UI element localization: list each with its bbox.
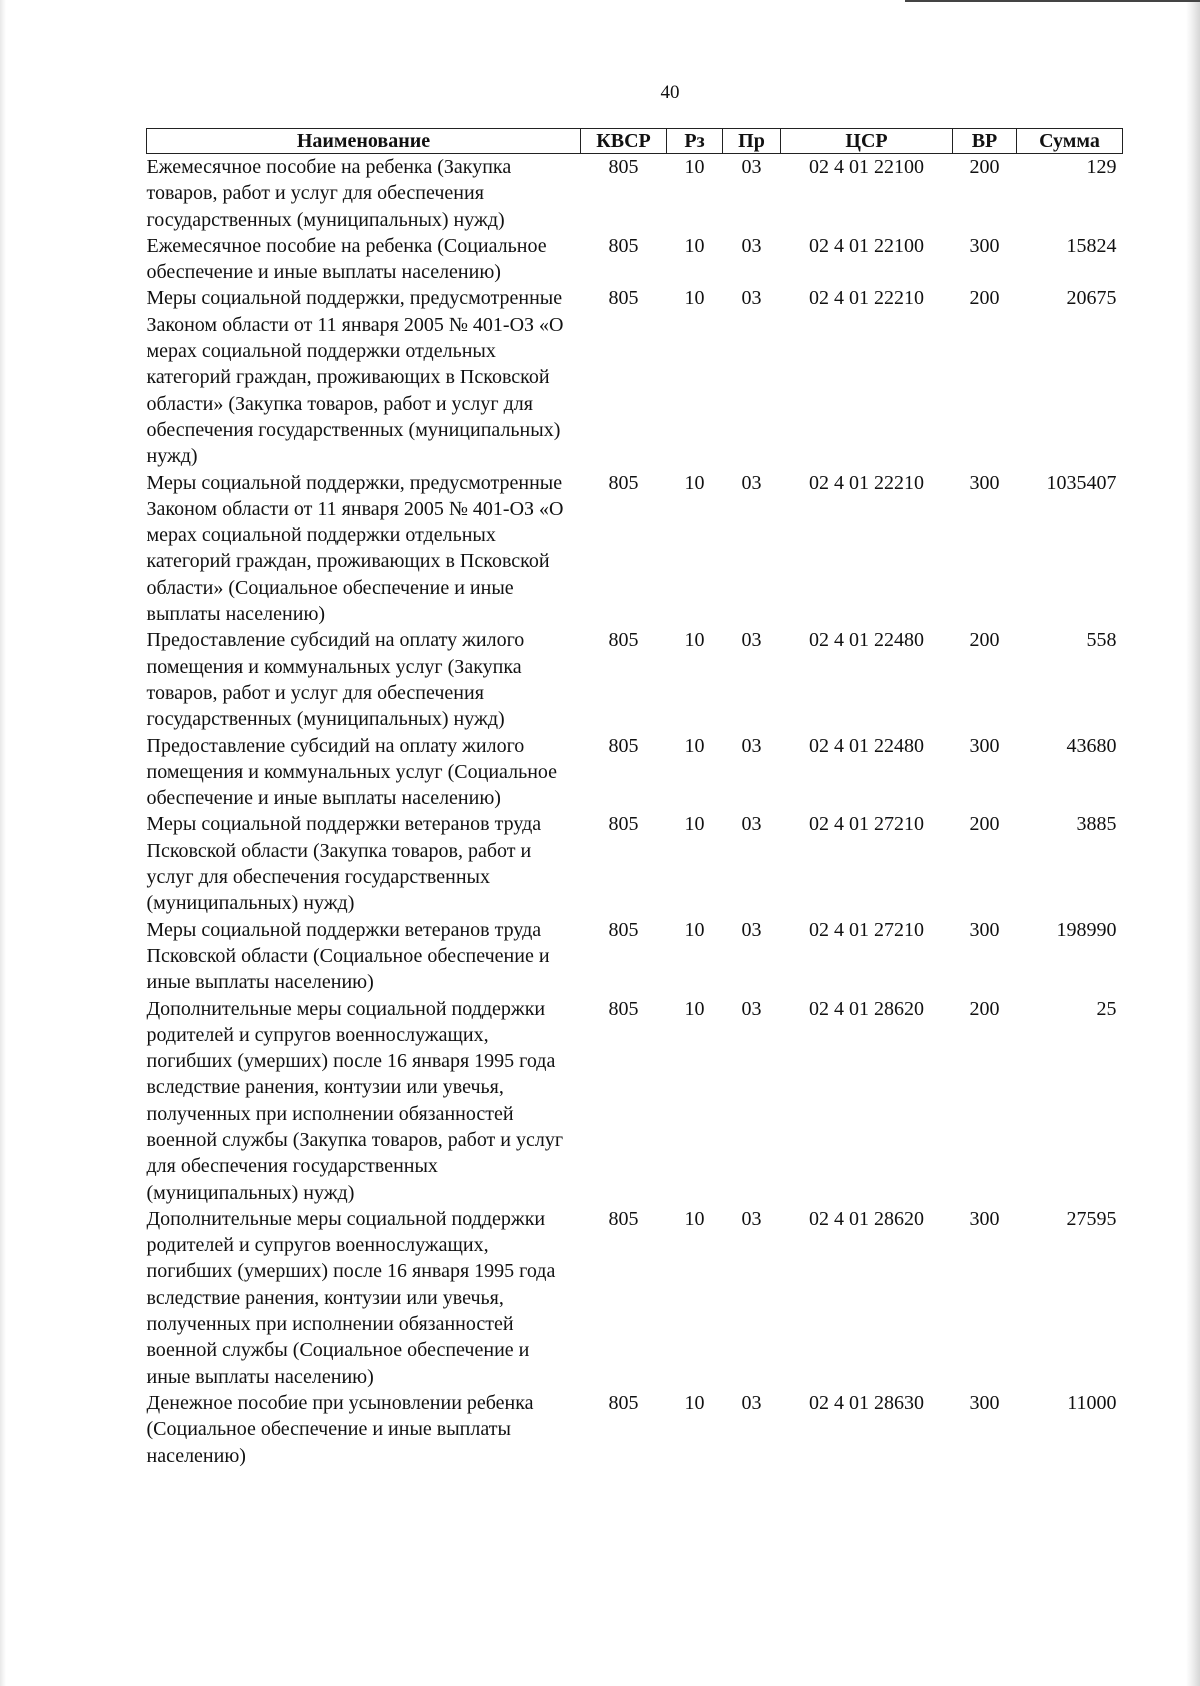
table-row	[147, 285, 1123, 469]
cell-sum: 15824	[1066, 234, 1117, 257]
cell-vr: 300	[969, 1391, 1000, 1414]
cell-rz: 10	[684, 629, 705, 652]
cell-pr: 03	[741, 1391, 762, 1414]
table-row	[147, 1206, 1123, 1390]
cell-pr: 03	[741, 287, 762, 310]
cell-csr: 02 4 01 28620	[809, 1207, 924, 1230]
table-row	[147, 811, 1123, 916]
cell-rz: 10	[684, 997, 705, 1020]
cell-sum: 27595	[1066, 1207, 1117, 1230]
cell-vr: 300	[969, 1207, 1000, 1230]
cell-sum: 198990	[1056, 918, 1117, 941]
cell-pr: 03	[741, 918, 762, 941]
cell-sum: 558	[1086, 629, 1117, 652]
header-csr: ЦСР	[781, 129, 953, 154]
cell-kvsr: 805	[608, 234, 639, 257]
cell-name: Меры социальной поддержки ветеранов труда Псковской области (Социальное обеспечение и иные выплаты населению)	[146, 918, 550, 994]
cell-csr: 02 4 01 22100	[809, 156, 924, 178]
cell-pr: 03	[741, 813, 762, 836]
table-row	[147, 470, 1123, 628]
cell-csr: 02 4 01 22480	[809, 734, 924, 757]
cell-name: Дополнительные меры социальной поддержки родителей и супругов военнослужащих, погибших (умерших) после 16 января 1995 года вследствие ранения, контузии или увечья, полученных при исполнении обязанностей военной службы (Закупка товаров, работ и услуг для обеспечения государственных (муниципальных) нужд)	[146, 997, 564, 1204]
cell-kvsr: 805	[608, 287, 639, 310]
cell-name: Ежемесячное пособие на ребенка (Социальное обеспечение и иные выплаты населению)	[146, 234, 547, 284]
cell-kvsr: 805	[608, 471, 639, 494]
cell-vr: 200	[969, 156, 1000, 178]
cell-sum: 43680	[1066, 734, 1117, 757]
cell-name: Меры социальной поддержки, предусмотренные Законом области от 11 января 2005 № 401-ОЗ «О мерах социальной поддержки отдельных категорий граждан, проживающих в Псковской области» (Закупка товаров, работ и услуг для обеспечения государственных (муниципальных) нужд)	[146, 287, 564, 468]
cell-pr: 03	[741, 234, 762, 257]
cell-name: Предоставление субсидий на оплату жилого помещения и коммунальных услуг (Закупка товаров, работ и услуг для обеспечения государственных (муниципальных) нужд)	[146, 629, 525, 731]
table-row	[147, 1390, 1123, 1469]
table-row	[147, 627, 1123, 732]
cell-name: Дополнительные меры социальной поддержки родителей и супругов военнослужащих, погибших (умерших) после 16 января 1995 года вследствие ранения, контузии или увечья, полученных при исполнении обязанностей военной службы (Социальное обеспечение и иные выплаты населению)	[146, 1207, 556, 1388]
page-number: 40	[660, 82, 680, 103]
cell-vr: 300	[969, 471, 1000, 494]
budget-table	[146, 128, 1123, 1469]
table-row	[147, 733, 1123, 812]
cell-sum: 1035407	[1046, 471, 1117, 494]
cell-pr: 03	[741, 471, 762, 494]
cell-pr: 03	[741, 629, 762, 652]
scan-edge-right	[1186, 0, 1200, 1686]
cell-pr: 03	[741, 1207, 762, 1230]
scan-top-rule	[905, 0, 1200, 2]
cell-name: Денежное пособие при усыновлении ребенка (Социальное обеспечение и иные выплаты населению)	[146, 1391, 534, 1467]
cell-rz: 10	[684, 234, 705, 257]
cell-vr: 200	[969, 287, 1000, 310]
header-rz: Рз	[667, 129, 723, 154]
cell-vr: 300	[969, 918, 1000, 941]
table-row	[147, 154, 1123, 233]
header-sum: Сумма	[1017, 129, 1123, 154]
cell-rz: 10	[684, 813, 705, 836]
cell-kvsr: 805	[608, 1391, 639, 1414]
scan-edge-left	[0, 0, 6, 1686]
cell-rz: 10	[684, 1207, 705, 1230]
cell-name: Меры социальной поддержки, предусмотренные Законом области от 11 января 2005 № 401-ОЗ «О мерах социальной поддержки отдельных категорий граждан, проживающих в Псковской области» (Социальное обеспечение и иные выплаты населению)	[146, 471, 564, 626]
cell-name: Предоставление субсидий на оплату жилого помещения и коммунальных услуг (Социальное обеспечение и иные выплаты населению)	[146, 734, 558, 810]
cell-pr: 03	[741, 734, 762, 757]
cell-pr: 03	[741, 997, 762, 1020]
cell-csr: 02 4 01 22210	[809, 287, 924, 310]
cell-rz: 10	[684, 1391, 705, 1414]
cell-rz: 10	[684, 918, 705, 941]
cell-pr: 03	[741, 156, 762, 178]
cell-rz: 10	[684, 287, 705, 310]
cell-rz: 10	[684, 156, 705, 178]
table-row	[147, 233, 1123, 286]
cell-vr: 200	[969, 997, 1000, 1020]
cell-name: Ежемесячное пособие на ребенка (Закупка товаров, работ и услуг для обеспечения государственных (муниципальных) нужд)	[146, 156, 512, 231]
cell-vr: 300	[969, 234, 1000, 257]
cell-csr: 02 4 01 22480	[809, 629, 924, 652]
cell-csr: 02 4 01 28620	[809, 997, 924, 1020]
cell-sum: 25	[1096, 997, 1117, 1020]
cell-kvsr: 805	[608, 156, 639, 178]
cell-csr: 02 4 01 27210	[809, 918, 924, 941]
table-row	[147, 917, 1123, 996]
cell-kvsr: 805	[608, 1207, 639, 1230]
cell-csr: 02 4 01 22210	[809, 471, 924, 494]
cell-csr: 02 4 01 28630	[809, 1391, 924, 1414]
cell-vr: 200	[969, 813, 1000, 836]
cell-kvsr: 805	[608, 734, 639, 757]
cell-sum: 20675	[1066, 287, 1117, 310]
header-kvsr: КВСР	[581, 129, 667, 154]
cell-csr: 02 4 01 27210	[809, 813, 924, 836]
cell-kvsr: 805	[608, 813, 639, 836]
cell-kvsr: 805	[608, 629, 639, 652]
header-pr: Пр	[723, 129, 781, 154]
cell-sum: 129	[1086, 156, 1117, 178]
cell-csr: 02 4 01 22100	[809, 234, 924, 257]
table-header-row	[147, 129, 1123, 154]
cell-name: Меры социальной поддержки ветеранов труда Псковской области (Закупка товаров, работ и услуг для обеспечения государственных (муниципальных) нужд)	[146, 813, 542, 915]
cell-sum: 3885	[1076, 813, 1117, 836]
table-row	[147, 996, 1123, 1206]
cell-rz: 10	[684, 734, 705, 757]
cell-rz: 10	[684, 471, 705, 494]
header-vr: ВР	[953, 129, 1017, 154]
cell-kvsr: 805	[608, 918, 639, 941]
cell-vr: 200	[969, 629, 1000, 652]
cell-kvsr: 805	[608, 997, 639, 1020]
header-name: Наименование	[147, 129, 581, 154]
cell-sum: 11000	[1067, 1391, 1117, 1414]
cell-vr: 300	[969, 734, 1000, 757]
